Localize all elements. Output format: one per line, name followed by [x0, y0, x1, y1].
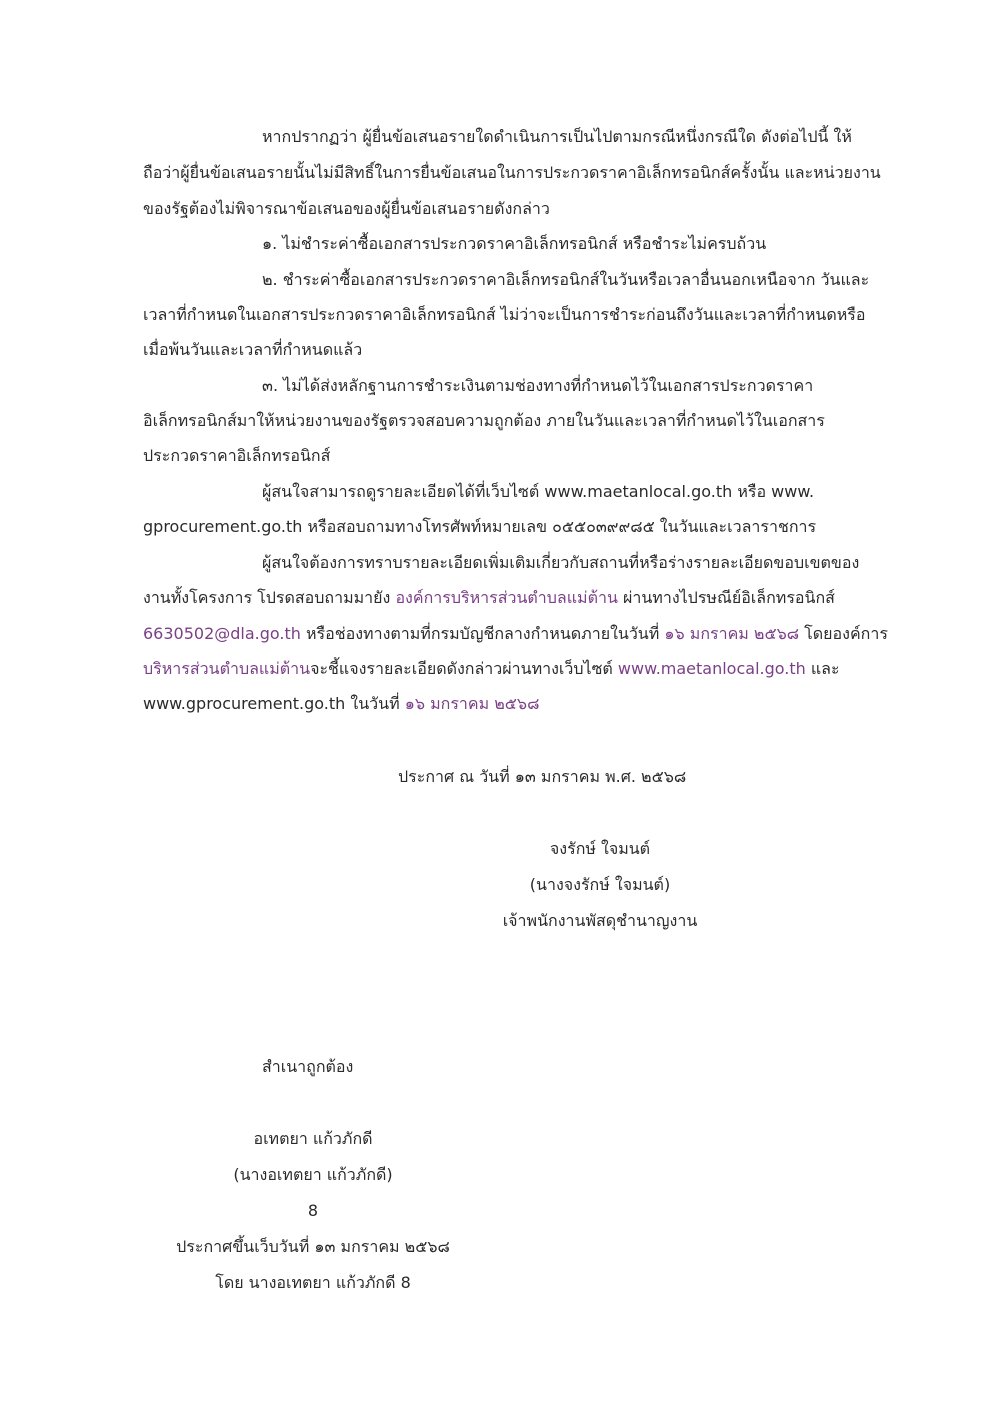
organization-name: องค์การบริหารส่วนตำบลแม่ต้าน [395, 588, 618, 607]
inquiry-line-1: ผู้สนใจต้องการทราบรายละเอียดเพิ่มเติมเกี่ยวกับสถานที่หรือร่างรายละเอียดขอบเขตของ [262, 553, 860, 572]
deadline-date: ๑๖ มกราคม ๒๕๖๘ [664, 624, 800, 643]
inquiry-line-2-text-b: ผ่านทางไปรษณีย์อิเล็กทรอนิกส์ [617, 588, 835, 607]
inquiry-line-4-text-a: จะชี้แจงรายละเอียดดังกล่าวผ่านทางเว็บไซต์ [310, 659, 618, 678]
signer-full-name: (นางจงรักษ์ ใจมนต์) [529, 875, 671, 894]
inquiry-line-3-text-a: หรือช่องทางตามที่กรมบัญชีกลางกำหนดภายในวันที่ [300, 624, 665, 643]
web-posted-date: ประกาศขึ้นเว็บวันที่ ๑๓ มกราคม ๒๕๖๘ [176, 1237, 450, 1256]
intro-line-1: หากปรากฏว่า ผู้ยื่นข้อเสนอรายใดดำเนินการเป็นไปตามกรณีหนึ่งกรณีใด ดังต่อไปนี้ ให้ [262, 127, 852, 146]
inquiry-line-2 [143, 587, 835, 609]
signer-signature: จงรักษ์ ใจมนต์ [549, 839, 651, 858]
email-link[interactable]: 6630502@dla.go.th [143, 624, 301, 643]
item-3-line-2: อิเล็กทรอนิกส์มาให้หน่วยงานของรัฐตรวจสอบความถูกต้อง ภายในวันและเวลาที่กำหนดไว้ในเอกสาร [143, 411, 825, 430]
item-3-line-1: ๓. ไม่ได้ส่งหลักฐานการชำระเงินตามช่องทางที่กำหนดไว้ในเอกสารประกวดราคา [262, 376, 814, 395]
clarification-date: ๑๖ มกราคม ๒๕๖๘ [404, 694, 540, 713]
inquiry-line-3-text-b: โดยองค์การ [799, 624, 888, 643]
certifier-full-name: (นางอเทตยา แก้วภักดี) [233, 1165, 393, 1184]
inquiry-line-5 [143, 693, 539, 715]
item-2-line-2: เวลาที่กำหนดในเอกสารประกวดราคาอิเล็กทรอนิกส์ ไม่ว่าจะเป็นการชำระก่อนถึงวันและเวลาที่กำหนดหรือ [143, 305, 866, 324]
contact-line-2: gprocurement.go.th หรือสอบถามทางโทรศัพท์หมายเลข ๐๕๕๐๓๙๙๘๕ ในวันและเวลาราชการ [143, 517, 817, 536]
contact-line-1: ผู้สนใจสามารถดูรายละเอียดได้ที่เว็บไซต์ www.maetanlocal.go.th หรือ www. [262, 482, 815, 501]
website-link[interactable]: www.maetanlocal.go.th [617, 659, 806, 678]
intro-line-3: ของรัฐต้องไม่พิจารณาข้อเสนอของผู้ยื่นข้อเสนอรายดังกล่าว [143, 199, 550, 218]
signer-position: เจ้าพนักงานพัสดุชำนาญงาน [502, 911, 698, 930]
certifier-signature: อเทตยา แก้วภักดี [253, 1129, 373, 1148]
inquiry-line-4-text-b: และ [805, 659, 840, 678]
certifier-number: 8 [307, 1201, 319, 1220]
intro-line-2: ถือว่าผู้ยื่นข้อเสนอรายนั้นไม่มีสิทธิ์ในการยื่นข้อเสนอในการประกวดราคาอิเล็กทรอนิกส์ครั้งนั้น และหน่วยงาน [143, 163, 881, 182]
inquiry-line-4 [143, 658, 840, 680]
item-2-line-3: เมื่อพ้นวันและเวลาที่กำหนดแล้ว [143, 340, 363, 359]
announcement-date: ประกาศ ณ วันที่ ๑๓ มกราคม พ.ศ. ๒๕๖๘ [398, 767, 687, 786]
item-1: ๑. ไม่ชำระค่าซื้อเอกสารประกวดราคาอิเล็กทรอนิกส์ หรือชำระไม่ครบถ้วน [262, 234, 767, 253]
certified-copy-label: สำเนาถูกต้อง [262, 1057, 354, 1076]
web-posted-by: โดย นางอเทตยา แก้วภักดี 8 [215, 1273, 411, 1292]
inquiry-line-5-text-a: www.gprocurement.go.th ในวันที่ [143, 694, 405, 713]
item-2-line-1: ๒. ชำระค่าซื้อเอกสารประกวดราคาอิเล็กทรอนิกส์ในวันหรือเวลาอื่นนอกเหนือจาก วันและ [262, 270, 870, 289]
inquiry-line-2-text-a: งานทั้งโครงการ โปรดสอบถามมายัง [143, 588, 396, 607]
organization-name-2: บริหารส่วนตำบลแม่ต้าน [143, 659, 311, 678]
item-3-line-3: ประกวดราคาอิเล็กทรอนิกส์ [143, 446, 331, 465]
inquiry-line-3 [143, 623, 888, 645]
